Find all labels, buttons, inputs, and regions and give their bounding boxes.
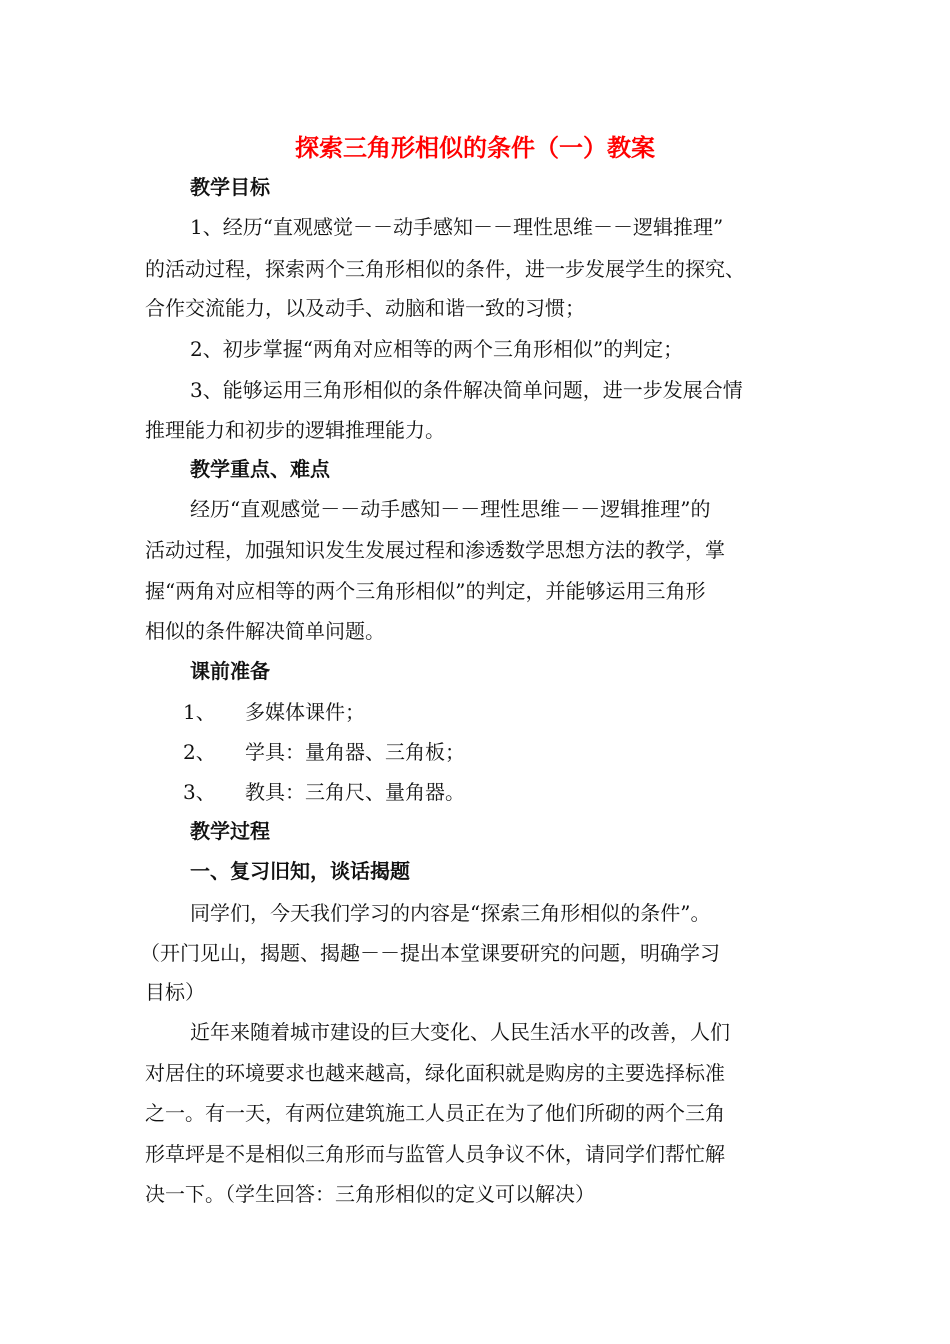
paragraph-line: 推理能力和初步的逻辑推理能力。: [145, 418, 445, 442]
paragraph-line: 形草坪是不是相似三角形而与监管人员争议不休，请同学们帮忙解: [145, 1142, 725, 1166]
paragraph-line: 经历“直观感觉－－动手感知－－理性思维－－逻辑推理”的: [190, 497, 711, 521]
paragraph-line: （开门见山，揭题、揭趣－－提出本堂课要研究的问题，明确学习: [140, 941, 720, 965]
paragraph-line: 合作交流能力，以及动手、动脑和谐一致的习惯；: [145, 296, 585, 320]
list-item-text: 学具：量角器、三角板；: [245, 740, 465, 764]
paragraph-line: 决一下。（学生回答：三角形相似的定义可以解决）: [145, 1182, 595, 1206]
paragraph-line: 活动过程，加强知识发生发展过程和渗透数学思想方法的教学，掌: [145, 538, 725, 562]
section-heading-objectives: 教学目标: [190, 175, 270, 199]
list-item-number: 1、: [183, 700, 216, 724]
list-item-text: 教具：三角尺、量角器。: [245, 780, 465, 804]
document-title: 探索三角形相似的条件（一）教案: [295, 134, 655, 162]
paragraph-line: 1、经历“直观感觉－－动手感知－－理性思维－－逻辑推理”: [190, 215, 724, 239]
list-item: [183, 737, 465, 767]
list-item: [183, 777, 465, 807]
paragraph-line: 的活动过程，探索两个三角形相似的条件，进一步发展学生的探究、: [145, 257, 745, 281]
paragraph-line: 目标）: [145, 980, 205, 1004]
paragraph-line: 之一。有一天，有两位建筑施工人员正在为了他们所砌的两个三角: [145, 1101, 725, 1125]
section-heading-key-points: 教学重点、难点: [190, 457, 330, 481]
paragraph-line: 同学们，今天我们学习的内容是“探索三角形相似的条件”。: [190, 901, 711, 925]
subsection-heading: 一、复习旧知，谈话揭题: [190, 859, 410, 883]
section-heading-preparation: 课前准备: [190, 659, 270, 683]
section-heading-process: 教学过程: [190, 819, 270, 843]
list-item-number: 2、: [183, 740, 216, 764]
paragraph-line: 近年来随着城市建设的巨大变化、人民生活水平的改善，人们: [190, 1020, 730, 1044]
paragraph-line: 对居住的环境要求也越来越高，绿化面积就是购房的主要选择标准: [145, 1061, 725, 1085]
paragraph-line: 3、能够运用三角形相似的条件解决简单问题，进一步发展合情: [190, 378, 743, 402]
paragraph-line: 相似的条件解决简单问题。: [145, 619, 385, 643]
paragraph-line: 握“两角对应相等的两个三角形相似”的判定，并能够运用三角形: [145, 579, 706, 603]
paragraph-line: 2、初步掌握“两角对应相等的两个三角形相似”的判定；: [190, 337, 684, 361]
list-item-number: 3、: [183, 780, 216, 804]
list-item-text: 多媒体课件；: [245, 700, 365, 724]
list-item: [183, 697, 365, 727]
